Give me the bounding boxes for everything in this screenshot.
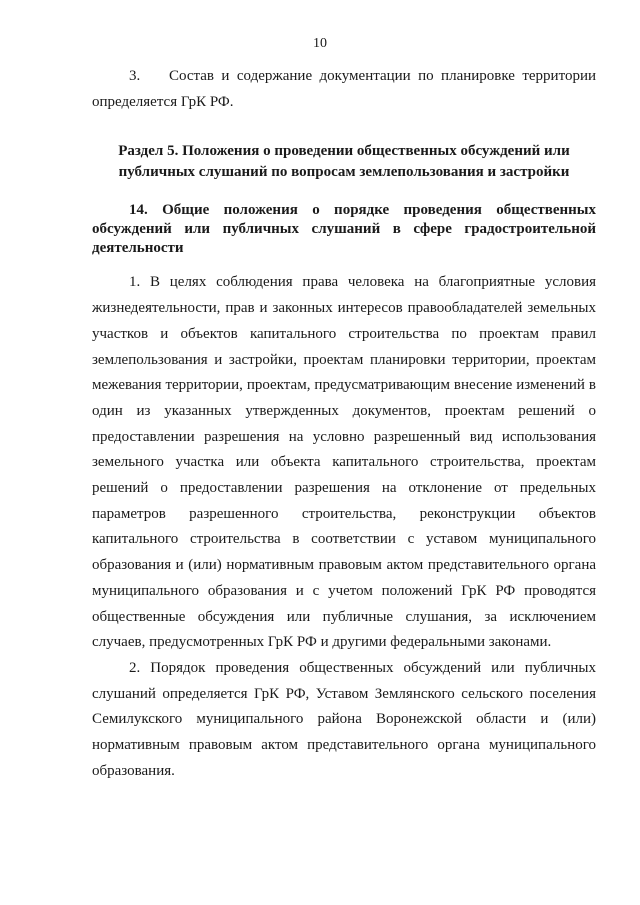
- document-content: [92, 64, 596, 784]
- item-3-number: 3.: [129, 68, 141, 84]
- paragraph-1: 1. В целях соблюдения права человека на благоприятные условия жизнедеятельности, прав и законных интересов правообладателей земельных участков и объектов капитального строительства по проектам правил землепользования и застройки, проектам планировки территории, проектам межевания территории, проектам, предусматривающим внесение изменений в один из указанных утвержденных документов, проектам решений о предоставлении разрешения на условно разрешенный вид использования земельного участка или объекта капитального строительства, проектам решений о предоставлении разрешения на отклонение от предельных параметров разрешенного строительства, реконструкции объектов капитального строительства в соответствии с уставом муниципального образования и (или) нормативным правовым актом представительного органа муниципального образования и с учетом положений ГрК РФ проводятся общественные обсуждения или публичные слушания, за исключением случаев, предусмотренных ГрК РФ и другими федеральными законами.: [92, 274, 596, 651]
- page-number: 10: [313, 36, 327, 51]
- paragraph-2: 2. Порядок проведения общественных обсуждений или публичных слушаний определяется ГрК РФ, Уставом Землянского сельского поселения Семилукского муниципального района Воронежской области и (или) нормативным правовым актом представительного органа муниципального образования.: [92, 659, 596, 779]
- subsection-14-title: 14. Общие положения о порядке проведения общественных обсуждений или публичных слушаний в сфере градостроительной деятельности: [92, 202, 596, 257]
- item-3-text: Состав и содержание документации по планировке территории определяется ГрК РФ.: [92, 68, 596, 110]
- section-5-title: Раздел 5. Положения о проведении общественных обсуждений или публичных слушаний по вопросам землепользования и застройки: [118, 143, 570, 181]
- item-3-paragraph: [92, 64, 596, 115]
- body-paragraphs: [92, 270, 596, 784]
